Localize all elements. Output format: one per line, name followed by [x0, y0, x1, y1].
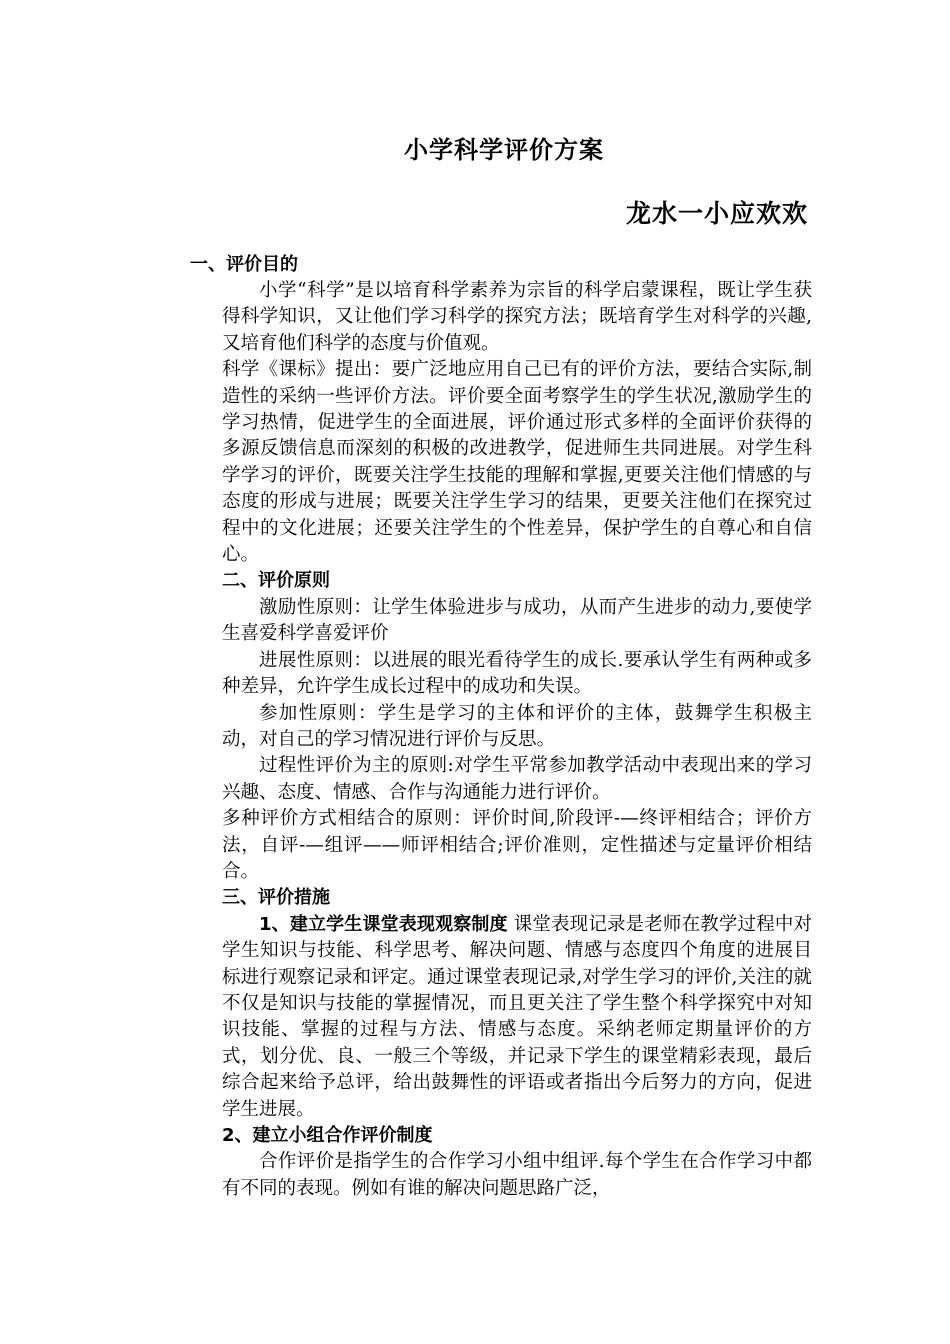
document-body: [222, 278, 812, 1202]
document-title: 小学科学评价方案: [404, 136, 604, 164]
section-heading-purpose: 一、评价目的: [190, 254, 298, 275]
paragraph: 过程性评价为主的原则:对学生平常参加教学活动中表现出来的学习兴趣、态度、情感、合作与沟通能力进行评价。: [222, 755, 812, 803]
paragraph: 合作评价是指学生的合作学习小组中组评.每个学生在合作学习中都有不同的表现。例如有谁的解决问题思路广泛，: [222, 1151, 812, 1199]
paragraph: 激励性原则：让学生体验进步与成功，从而产生进步的动力,要使学生喜爱科学喜爱评价: [222, 596, 812, 645]
subsection-heading-classroom-observation: 1、建立学生课堂表现观察制度: [259, 913, 508, 935]
paragraph: 小学“科学”是以培育科学素养为宗旨的科学启蒙课程，既让学生获得科学知识，又让他们学习科学的探究方法；既培育学生对科学的兴趣,又培育他们科学的态度与价值观。: [222, 280, 812, 354]
document-author: 龙水一小应欢欢: [625, 199, 808, 228]
paragraph: 进展性原则：以进展的眼光看待学生的成长.要承认学生有两种或多种差异，允许学生成长过程中的成功和失误。: [222, 649, 812, 698]
paragraph: 参加性原则：学生是学习的主体和评价的主体，鼓舞学生积极主动，对自己的学习情况进行评价与反思。: [222, 702, 812, 750]
paragraph: [222, 912, 812, 1123]
paragraph: 多种评价方式相结合的原则：评价时间,阶段评-—终评相结合；评价方法，自评-—组评——师评相结合;评价准则，定性描述与定量评价相结合。: [222, 808, 812, 882]
subsection-heading-group-cooperation: 2、建立小组合作评价制度: [222, 1125, 433, 1146]
paragraph-text: 课堂表现记录是老师在教学过程中对学生知识与技能、科学思考、解决问题、情感与态度四个角度的进展目标进行观察记录和评定。通过课堂表现记录,对学生学习的评价,关注的就不仅是知识与技能的掌握情况，而且更关注了学生整个科学探究中对知识技能、掌握的过程与方法、情感与态度。采纳老师定期量评价的方式，划分优、良、一般三个等级，并记录下学生的课堂精彩表现，最后综合起来给予总评，给出鼓舞性的评语或者指出今后努力的方向，促进学生进展。: [222, 913, 812, 1120]
section-heading-measures: 三、评价措施: [222, 887, 330, 909]
section-heading-principles: 二、评价原则: [222, 570, 330, 592]
paragraph: 科学《课标》提出：要广泛地应用自己已有的评价方法，要结合实际,制造性的采纳一些评价方法。评价要全面考察学生的学生状况,激励学生的学习热情，促进学生的全面进展，评价通过形式多样的全面评价获得的多源反馈信息而深刻的积极的改进教学，促进师生共同进展。对学生科学学习的评价，既要关注学生技能的理解和掌握,更要关注他们情感的与态度的形成与进展；既要关注学生学习的结果，更要关注他们在探究过程中的文化进展；还要关注学生的个性差异，保护学生的自尊心和自信心。: [222, 359, 812, 566]
